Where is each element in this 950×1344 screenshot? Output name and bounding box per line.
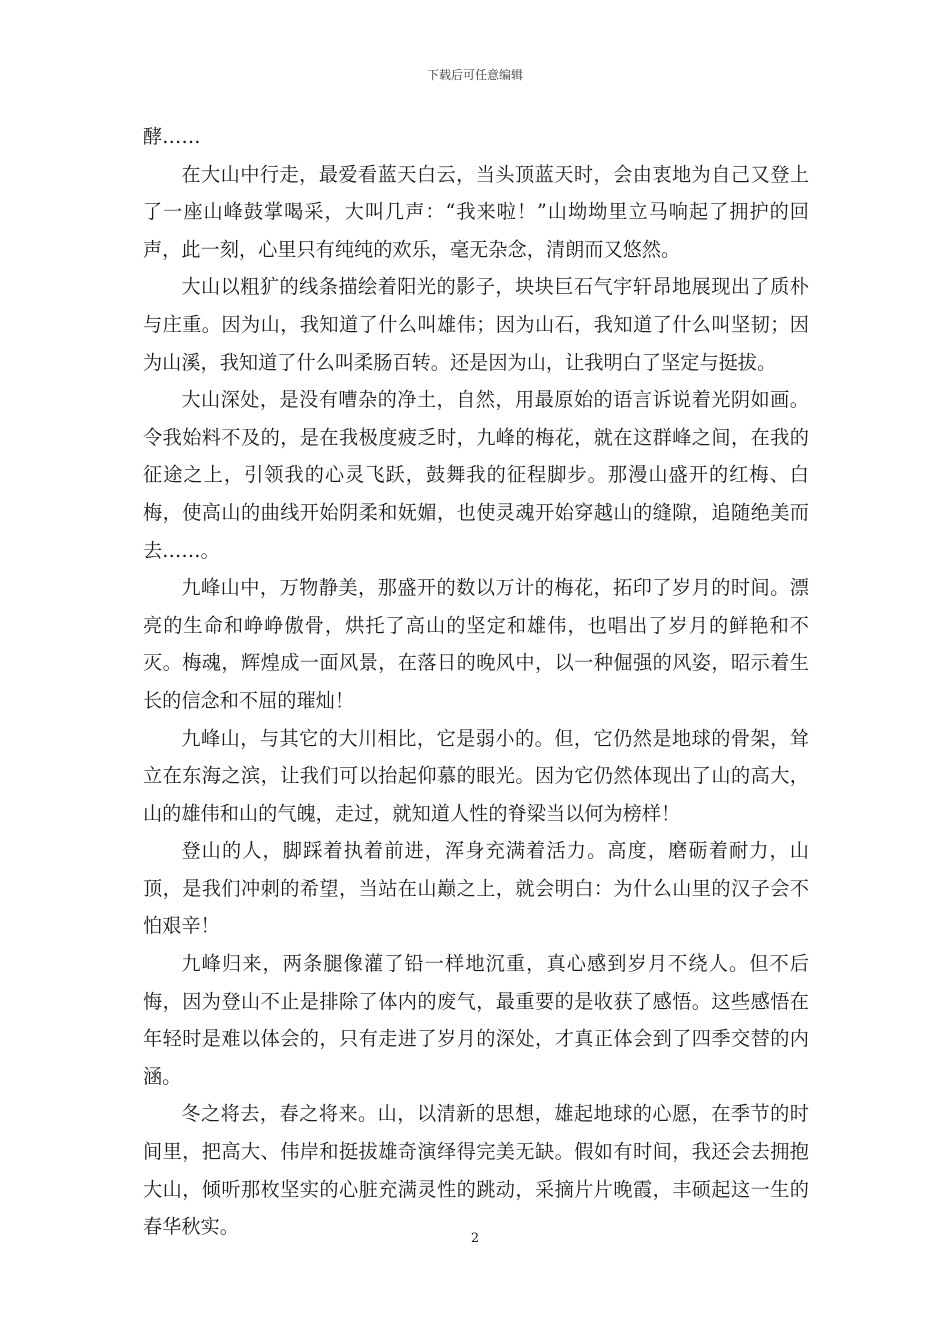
page-header: 下载后可任意编辑 <box>426 68 523 82</box>
paragraph: 九峰山中，万物静美，那盛开的数以万计的梅花，拓印了岁月的时间。漂亮的生命和峥峥傲骨，烘托了高山的坚定和雄伟，也唱出了岁月的鲜艳和不灭。梅魂，辉煌成一面风景，在落日的晚风中，以一种倔强的风姿，昭示着生长的信念和不屈的璀灿！ <box>143 576 809 712</box>
paragraph: 在大山中行走，最爱看蓝天白云，当头顶蓝天时，会由衷地为自己又登上了一座山峰鼓掌喝采，大叫几声：“我来啦！”山坳坳里立马响起了拥护的回声，此一刻，心里只有纯纯的欢乐，毫无杂念，清朗而又悠然。 <box>143 162 809 261</box>
paragraph: 冬之将去，春之将来。山，以清新的思想，雄起地球的心愿，在季节的时间里，把高大、伟岸和挺拔雄奇演绎得完美无缺。假如有时间，我还会去拥抱大山，倾听那枚坚实的心脏充满灵性的跳动，采摘片片晚霞，丰硕起这一生的春华秋实。 <box>143 1102 809 1239</box>
paragraph: 大山深处，是没有嘈杂的净土，自然，用最原始的语言诉说着光阴如画。令我始料不及的，是在我极度疲乏时，九峰的梅花，就在这群峰之间，在我的征途之上，引领我的心灵飞跃，鼓舞我的征程脚步。那漫山盛开的红梅、白梅，使高山的曲线开始阴柔和妩媚，也使灵魂开始穿越山的缝隙，追随绝美而去……。 <box>143 388 809 562</box>
paragraph: 九峰归来，两条腿像灌了铅一样地沉重，真心感到岁月不绕人。但不后悔，因为登山不止是排除了体内的废气，最重要的是收获了感悟。这些感悟在年轻时是难以体会的，只有走进了岁月的深处，才真正体会到了四季交替的内涵。 <box>143 952 809 1088</box>
paragraph-continuation: 酵…… <box>143 125 201 148</box>
page-number: 2 <box>470 1231 480 1246</box>
document-body <box>143 118 809 1246</box>
paragraph: 登山的人，脚踩着执着前进，浑身充满着活力。高度，磨砺着耐力，山顶，是我们冲刺的希望，当站在山巅之上，就会明白：为什么山里的汉子会不怕艰辛！ <box>143 839 809 938</box>
paragraph: 大山以粗犷的线条描绘着阳光的影子，块块巨石气宇轩昂地展现出了质朴与庄重。因为山，我知道了什么叫雄伟；因为山石，我知道了什么叫坚韧；因为山溪，我知道了什么叫柔肠百转。还是因为山，让我明白了坚定与挺拔。 <box>143 275 809 374</box>
paragraph: 九峰山，与其它的大川相比，它是弱小的。但，它仍然是地球的骨架，耸立在东海之滨，让我们可以抬起仰慕的眼光。因为它仍然体现出了山的高大，山的雄伟和山的气魄，走过，就知道人性的脊梁当以何为榜样！ <box>143 726 809 825</box>
